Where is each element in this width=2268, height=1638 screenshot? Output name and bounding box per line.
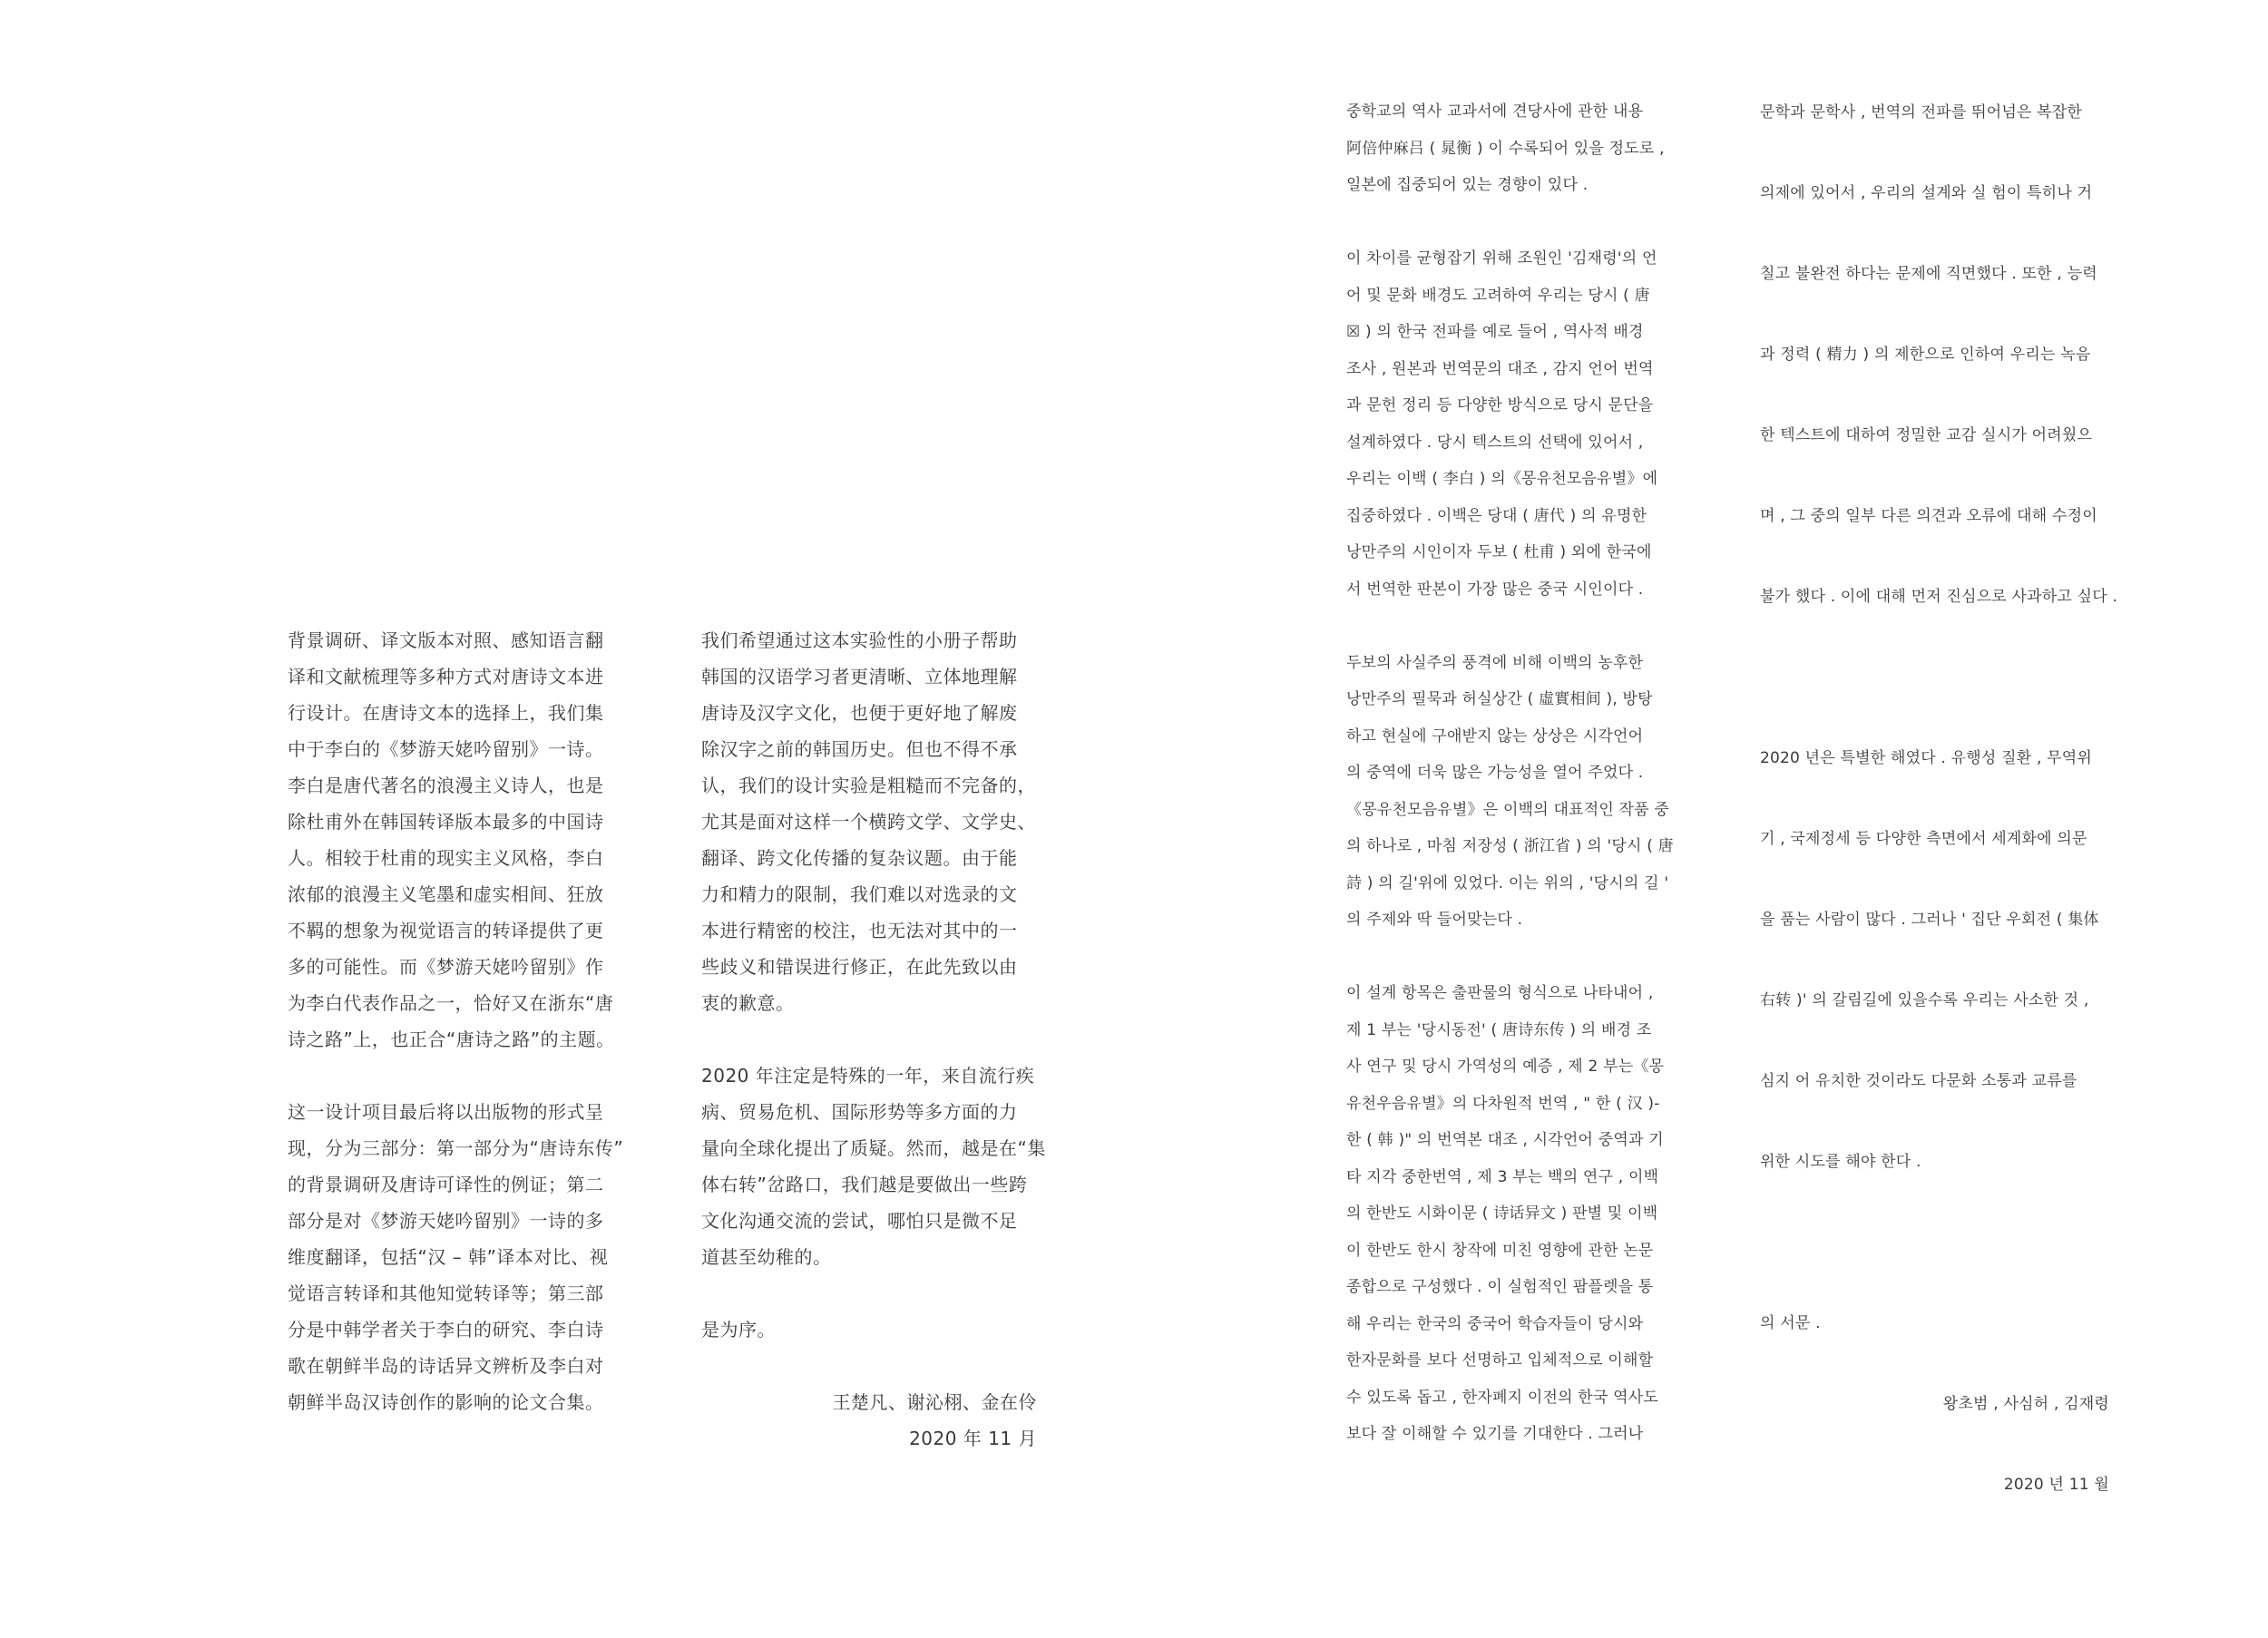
text-line: 尤其是面对这样一个横跨文学、文学史、	[701, 811, 1036, 833]
text-line: 些歧义和错误进行修正，在此先致以由	[701, 956, 1018, 978]
text-line: 除汉字之前的韩国历史。但也不得不承	[701, 738, 1018, 760]
signature: 왕초범 , 사심허 , 김재령	[1942, 1395, 2109, 1413]
text-line: 두보의 사실주의 풍격에 비해 이백의 농후한	[1346, 653, 1644, 672]
text-line: 의 하나로 , 마침 저장성 ( 浙江省 ) 의 '당시 ( 唐	[1346, 837, 1674, 855]
text-line: 2020 年注定是特殊的一年，来自流行疾	[701, 1065, 1035, 1087]
text-line: 是为序。	[701, 1319, 776, 1341]
text-line: 右转 )' 의 갈림길에 있을수록 우리는 사소한 것 ,	[1760, 991, 2089, 1009]
text-line: 해 우리는 한국의 중국어 학습자들이 당시와	[1346, 1314, 1644, 1333]
paragraph	[701, 1058, 1046, 1275]
text-line: 除杜甫外在韩国转译版本最多的中国诗	[288, 811, 604, 833]
text-line: 维度翻译，包括“汉 – 韩”译本对比、视	[288, 1246, 609, 1268]
text-line: 唐诗及汉字文化，也便于更好地了解废	[701, 702, 1018, 724]
text-line: 李白是唐代著名的浪漫主义诗人，也是	[288, 775, 604, 796]
text-line: 中于李白的《梦游天姥吟留别》一诗。	[288, 738, 604, 760]
text-line: 낭만주의 필묵과 허실상간 ( 虛實相间 ), 방탕	[1346, 690, 1653, 708]
text-line: 认，我们的设计实验是粗糙而不完备的，	[701, 775, 1036, 796]
text-line: 이 차이를 균형잡기 위해 조원인 '김재령'의 언	[1346, 249, 1657, 268]
text-line: 일본에 집중되어 있는 경향이 있다 .	[1346, 176, 1589, 194]
text-line: 유천우음유별》의 다차원적 번역 , " 한 ( 汉 )-	[1346, 1094, 1660, 1113]
paragraph	[1760, 1283, 2109, 1364]
text-line: 多的可能性。而《梦游天姥吟留别》作	[288, 956, 604, 978]
date: 2020 年 11 月	[909, 1428, 1037, 1449]
text-line: 수 있도록 돕고 , 한자폐지 이전의 한국 역사도	[1346, 1388, 1659, 1407]
text-line: 의제에 있어서 , 우리의 설계와 실 험이 특히나 거	[1760, 184, 2093, 202]
text-line: 觉语言转译和其他知觉转译等；第三部	[288, 1282, 604, 1304]
text-line: 서 번역한 판본이 가장 많은 중국 시인이다 .	[1346, 580, 1644, 599]
signature-block	[701, 1384, 1037, 1457]
text-line: 이 한반도 한시 창작에 미친 영향에 관한 논문	[1346, 1241, 1654, 1260]
text-line: 제 1 부는 '당시동전' ( 唐诗东传 ) 의 배경 조	[1346, 1020, 1652, 1039]
text-line: 불가 했다 . 이에 대해 먼저 진심으로 사과하고 싶다 .	[1760, 588, 2118, 606]
text-line: 本进行精密的校注，也无法对其中的一	[701, 920, 1018, 941]
text-line: 翻译、跨文化传播的复杂议题。由于能	[701, 847, 1018, 869]
text-line: 我们希望通过这本实验性的小册子帮助	[701, 629, 1018, 651]
text-line: 衷的歉意。	[701, 992, 795, 1014]
text-line: 阿倍仲麻吕 ( 晁衡 ) 이 수록되어 있을 정도로 ,	[1346, 139, 1665, 158]
text-line: 이 설계 항목은 출판물의 형식으로 나타내어 ,	[1346, 984, 1654, 1002]
paragraph	[1346, 240, 1668, 608]
text-line: ☒ ) 의 한국 전파를 예로 들어 , 역사적 배경	[1346, 323, 1644, 341]
paragraph	[1346, 645, 1674, 939]
text-line: 分是中韩学者关于李白的研究、李白诗	[288, 1319, 604, 1341]
signature: 王楚凡、谢沁栩、金在伶	[832, 1391, 1037, 1413]
text-line: 며 , 그 중의 일부 다른 의견과 오류에 대해 수정이	[1760, 507, 2097, 525]
text-line: 우리는 이백 ( 李白 ) 의《몽유천모음유별》에	[1346, 470, 1658, 488]
paragraph	[288, 622, 623, 1058]
text-line: 韩国的汉语学习者更清晰、立体地理解	[701, 666, 1018, 687]
chinese-column-2	[701, 622, 1046, 1457]
text-line: 과 문헌 정리 등 다양한 방식으로 당시 문단을	[1346, 396, 1654, 414]
text-line: 体右转”岔路口，我们越是要做出一些跨	[701, 1174, 1028, 1195]
text-line: 现，分为三部分：第一部分为“唐诗东传”	[288, 1137, 624, 1159]
text-line: 背景调研、译文版本对照、感知语言翻	[288, 629, 604, 651]
text-line: 타 지각 중한번역 , 제 3 부는 백의 연구 , 이백	[1346, 1167, 1659, 1186]
text-line: 力和精力的限制，我们难以对选录的文	[701, 883, 1018, 905]
text-line: 这一设计项目最后将以出版物的形式呈	[288, 1101, 604, 1123]
text-line: 道甚至幼稚的。	[701, 1246, 832, 1268]
text-line: 量向全球化提出了质疑。然而，越是在“集	[701, 1137, 1046, 1159]
text-line: 不羁的想象为视觉语言的转译提供了更	[288, 920, 604, 941]
text-line: 어 및 문화 배경도 고려하여 우리는 당시 ( 唐	[1346, 286, 1650, 305]
text-line: 기 , 국제정세 등 다양한 측면에서 세계화에 의문	[1760, 830, 2087, 848]
korean-column-2	[1760, 73, 2118, 1526]
text-line: 行设计。在唐诗文本的选择上，我们集	[288, 702, 604, 724]
text-line: 의 중역에 더욱 많은 가능성을 열어 주었다 .	[1346, 764, 1644, 782]
paragraph	[1760, 718, 2109, 1203]
text-line: 的背景调研及唐诗可译性的例证；第二	[288, 1174, 604, 1195]
text-line: 중학교의 역사 교과서에 견당사에 관한 내용	[1346, 102, 1644, 121]
text-line: 한자문화를 보다 선명하고 입체적으로 이해할	[1346, 1351, 1654, 1370]
text-line: 部分是对《梦游天姥吟留别》一诗的多	[288, 1210, 604, 1232]
korean-column-1	[1346, 93, 1674, 1453]
paragraph	[701, 1311, 1037, 1348]
text-line: 朝鲜半岛汉诗创作的影响的论文合集。	[288, 1391, 604, 1413]
paragraph	[701, 622, 1037, 1021]
text-line: 종합으로 구성했다 . 이 실험적인 팜플렛을 통	[1346, 1278, 1654, 1296]
text-line: 《몽유천모음유별》은 이백의 대표적인 작품 중	[1346, 800, 1670, 819]
text-line: 2020 년은 특별한 해였다 . 유행성 질환 , 무역위	[1760, 749, 2093, 767]
text-line: 病、贸易危机、国际形势等多方面的力	[701, 1101, 1018, 1123]
text-line: 문학과 문학사 , 번역의 전파를 뛰어넘은 복잡한	[1760, 103, 2083, 122]
text-line: 보다 잘 이해할 수 있기를 기대한다 . 그러나	[1346, 1425, 1644, 1443]
text-line: 人。相较于杜甫的现实主义风格，李白	[288, 847, 604, 869]
text-line: 의 한반도 시화이문 ( 诗话异文 ) 판별 및 이백	[1346, 1204, 1658, 1223]
paragraph	[1346, 975, 1668, 1453]
text-line: 칠고 불완전 하다는 문제에 직면했다 . 또한 , 능력	[1760, 265, 2097, 283]
text-line: 하고 현실에 구애받지 않는 상상은 시각언어	[1346, 726, 1644, 746]
chinese-column-1	[288, 622, 623, 1420]
text-line: 위한 시도를 해야 한다 .	[1760, 1153, 1921, 1171]
text-line: 조사 , 원본과 번역문의 대조 , 감지 언어 번역	[1346, 359, 1654, 378]
text-line: 詩 ) 의 길'위에 있었다. 이는 위의 , '당시의 길 '	[1346, 873, 1669, 892]
text-line: 설계하였다 . 당시 텍스트의 선택에 있어서 ,	[1346, 433, 1644, 452]
text-line: 浓郁的浪漫主义笔墨和虚实相间、狂放	[288, 883, 604, 905]
text-line: 의 서문 .	[1760, 1314, 1821, 1332]
signature-block	[1760, 1364, 2109, 1526]
paragraph	[288, 1094, 623, 1420]
text-line: 집중하였다 . 이백은 당대 ( 唐代 ) 의 유명한	[1346, 506, 1647, 525]
text-line: 文化沟通交流的尝试，哪怕只是微不足	[701, 1210, 1018, 1232]
text-line: 한 텍스트에 대하여 정밀한 교감 실시가 어려웠으	[1760, 426, 2093, 444]
text-line: 심지 어 유치한 것이라도 다문화 소통과 교류를	[1760, 1072, 2077, 1090]
text-line: 낭만주의 시인이자 두보 ( 杜甫 ) 외에 한국에	[1346, 543, 1652, 561]
date: 2020 년 11 월	[2003, 1476, 2109, 1494]
text-line: 歌在朝鲜半岛的诗话异文辨析及李白对	[288, 1355, 604, 1377]
text-line: 诗之路”上，也正合“唐诗之路”的主题。	[288, 1029, 615, 1050]
text-line: 译和文献梳理等多种方式对唐诗文本进	[288, 666, 604, 687]
text-line: 한 ( 韩 )" 의 번역본 대조 , 시각언어 중역과 기	[1346, 1131, 1664, 1149]
text-line: 과 정력 ( 精力 ) 의 제한으로 인하여 우리는 녹음	[1760, 346, 2091, 364]
paragraph	[1760, 73, 2118, 638]
text-line: 为李白代表作品之一，恰好又在浙东“唐	[288, 992, 614, 1014]
text-line: 의 주제와 딱 들어맞는다 .	[1346, 911, 1523, 929]
paragraph	[1346, 93, 1668, 204]
text-line: 을 품는 사람이 많다 . 그러나 ' 집단 우회전 ( 集体	[1760, 911, 2099, 929]
text-line: 사 연구 및 당시 가역성의 예증 , 제 2 부는《몽	[1346, 1058, 1665, 1076]
